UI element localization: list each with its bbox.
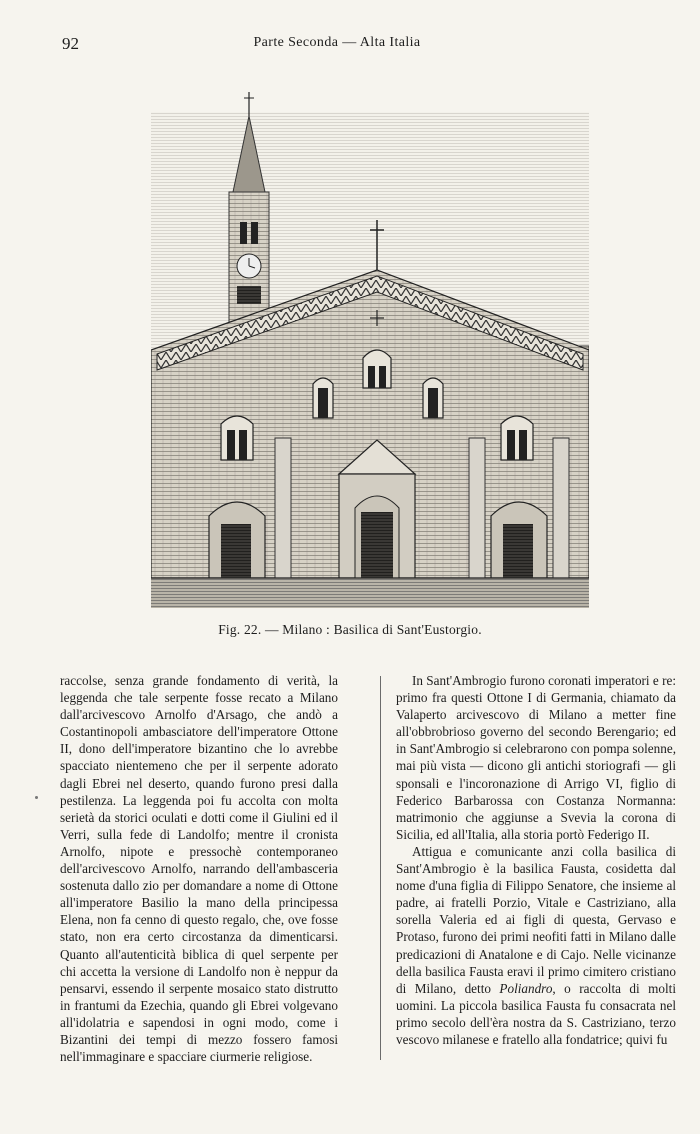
church-facade-illustration — [151, 88, 589, 608]
basilica-engraving — [151, 88, 589, 608]
right-text-column — [396, 672, 676, 1048]
right-paragraph-2-text-a: Attigua e comunicante anzi colla basilica di Sant'Ambrogio è la basilica Fausta, cosidetta dal nome d'una figlia di Filippo Senatore, che insieme al padre, ai fratelli Porzio, Vitale e Castriziano, alla sorella Valeria ed ai figli di questa, Gervaso e Protaso, furono dei primi neofiti fatti in Milano dalle predicazioni di Anatalone e di Cajo. Nelle vicinanze della basilica Fausta eravi il primo cimitero cristiano di Milano, detto — [396, 843, 676, 996]
left-paragraph: raccolse, senza grande fondamento di verità, la leggenda che tale serpente fosse recato a Milano dall'arcivescovo Arnolfo d'Arsago, che andò a Costantinopoli ambasciatore dell'imperatore Ottone II, dono dell'imperatore bizantino che lo avrebbe spacciato nientemeno che per il serpente adorato dagli Ebrei nel deserto, quando furono presi dalla pestilenza. La leggenda poi fu accolta con molta serietà da storici oculati e dotti come il Giulini ed il Verri, sulla fede di Landolfo; mentre il cronista Arnolfo, nipote e pressochè contemporaneo dell'arcivescovo Arnolfo, narrando dell'ambasceria sostenuta dallo zio per domandare a nome di Ottone all'imperatore Basilio la mano della principessa Elena, non fa cenno di questo regalo, che, ove fosse stato, non era certo circostanza da dimenticarsi. Quanto all'autenticità biblica di quel serpente per chi accetta la versione di Landolfo non è neppur da pensarvi, essendo il serpente mosaico stato distrutto in frantumi da Ezechia, quando gli Ebrei volgevano all'idolatria e sapendosi in ogni modo, come i Bizantini dei tempi di mezzo fossero famosi nell'immaginare e spacciare ciurmerie religiose. — [60, 673, 338, 1065]
figure-caption: Fig. 22. — Milano : Basilica di Sant'Eustorgio. — [218, 622, 482, 637]
page-header — [62, 34, 612, 54]
column-divider — [380, 676, 381, 1060]
poliandro-term: Poliandro — [499, 980, 553, 996]
right-paragraph-2 — [396, 843, 676, 1048]
left-text-column — [60, 672, 338, 1065]
right-paragraph-2-text-b: , o raccolta di molti uomini. La piccola basilica Fausta fu consacrata nel primo secolo dell'èra nostra da S. Castriziano, terzo vescovo milanese e fratello alla fondatrice; quivi fu — [396, 980, 676, 1047]
right-paragraph-1: In Sant'Ambrogio furono coronati imperatori e re: primo fra questi Ottone I di Germania, chiamato da Valaperto arcivescovo di Milano a metter fine all'obbrobrioso governo del secondo Berengario; ed in Sant'Ambrogio si celebrarono con pompa solenne, mai più vista — dicono gli antichi storiografi — gli sponsali e l'incoronazione di Arrigo VI, figlio di Federico Barbarossa con Costanza Normanna: matrimonio che aggiunse a Svevia la corona di Sicilia, ed all'Italia, alla storia portò Federigo II. — [396, 673, 676, 842]
page-number: 92 — [62, 34, 79, 53]
running-title: Parte Seconda — Alta Italia — [253, 35, 421, 50]
margin-speck — [35, 796, 38, 799]
